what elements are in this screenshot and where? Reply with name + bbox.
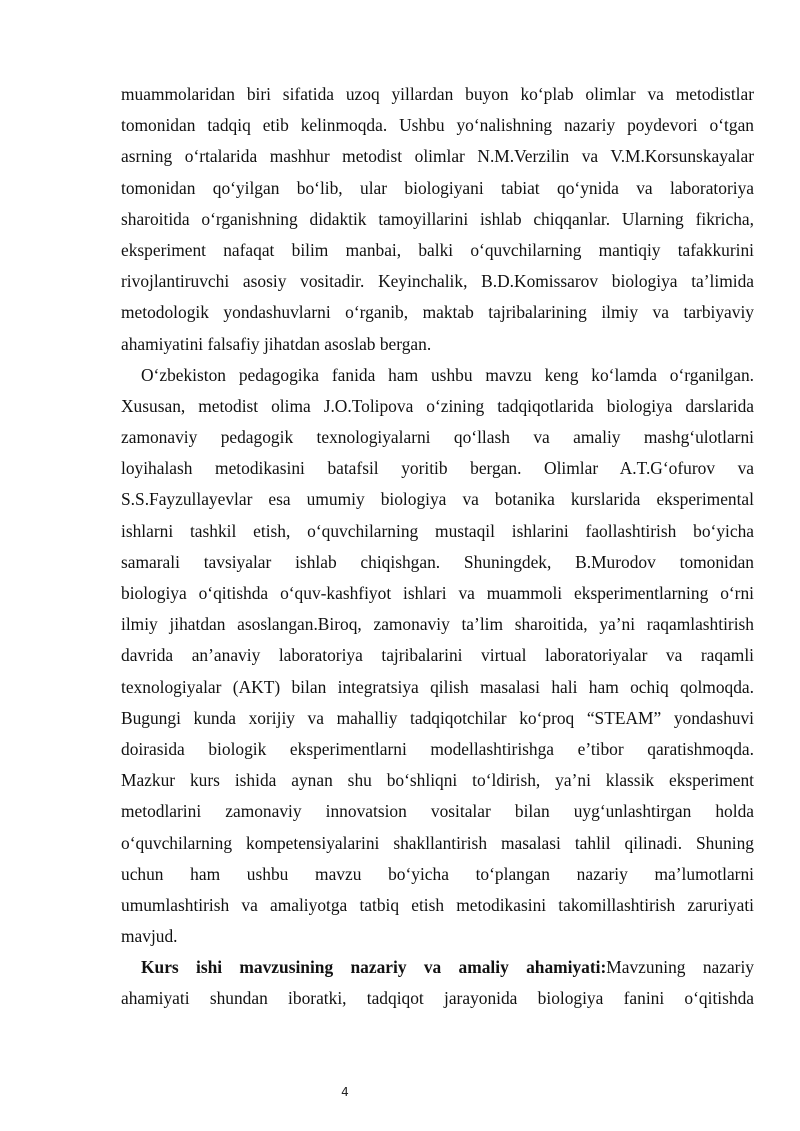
- text-line: loyihalash metodikasini batafsil yoritib bergan. Olimlar A.T.G‘ofurov va: [121, 458, 754, 479]
- text-line: [121, 952, 754, 983]
- text-line: tomonidan tadqiq etib kelinmoqda. Ushbu yo‘nalishning nazariy poydevori o‘tgan: [121, 115, 754, 136]
- page-number: 4: [341, 1085, 349, 1099]
- section-heading: Kurs ishi mavzusining nazariy va amaliy ahamiyati:: [141, 957, 607, 978]
- text-line: umumlashtirish va amaliyotga tatbiq etish metodikasini takomillashtirish zaruriyati: [121, 894, 754, 915]
- text-line: biologiya o‘qitishda o‘quv-kashfiyot ishlari va muammoli eksperimentlarning o‘rni: [121, 583, 754, 603]
- text-line: samarali tavsiyalar ishlab chiqishgan. Shuningdek, B.Murodov tomonidan: [121, 551, 754, 572]
- text-line: Mazkur kurs ishida aynan shu bo‘shliqni to‘ldirish, ya’ni klassik eksperiment: [121, 770, 754, 791]
- text-line: ishlarni tashkil etish, o‘quvchilarning mustaqil ishlarini faollashtirish bo‘yicha: [121, 520, 754, 541]
- text-line: Xususan, metodist olima J.O.Tolipova o‘zining tadqiqotlarida biologiya darslarida: [121, 395, 754, 416]
- text-line: uchun ham ushbu mavzu bo‘yicha to‘plangan nazariy ma’lumotlarni: [121, 863, 754, 884]
- text-line: eksperiment nafaqat bilim manbai, balki o‘quvchilarning mantiqiy tafakkurini: [121, 239, 754, 260]
- text-line: asrning o‘rtalarida mashhur metodist olimlar N.M.Verzilin va V.M.Korsunskayalar: [121, 146, 754, 167]
- text-line: metodologik yondashuvlarni o‘rganib, maktab tajribalarining ilmiy va tarbiyaviy: [121, 302, 754, 323]
- text-run: Mavzuning nazariy: [606, 957, 754, 978]
- text-line: mavjud.: [121, 926, 178, 947]
- text-line: rivojlantiruvchi asosiy vositadir. Keyinchalik, B.D.Komissarov biologiya ta’limida: [121, 271, 754, 292]
- paragraph-significance: [121, 952, 754, 1014]
- text-line: muammolaridan biri sifatida uzoq yillardan buyon ko‘plab olimlar va metodistlar: [121, 84, 754, 104]
- text-line: zamonaviy pedagogik texnologiyalarni qo‘llash va amaliy mashg‘ulotlarni: [121, 427, 754, 448]
- text-line: doirasida biologik eksperimentlarni modellashtirishga e’tibor qaratishmoqda.: [121, 738, 754, 759]
- text-line: ilmiy jihatdan asoslangan.Biroq, zamonaviy ta’lim sharoitida, ya’ni raqamlashtirish: [121, 614, 754, 635]
- text-line: O‘zbekiston pedagogika fanida ham ushbu mavzu keng ko‘lamda o‘rganilgan.: [141, 364, 754, 385]
- text-line: S.S.Fayzullayevlar esa umumiy biologiya va botanika kurslarida eksperimental: [121, 489, 754, 510]
- text-line: o‘quvchilarning kompetensiyalarini shakllantirish masalasi tahlil qilinadi. Shuning: [121, 832, 754, 853]
- paragraph: [121, 360, 754, 953]
- text-line: texnologiyalar (AKT) bilan integratsiya qilish masalasi hali ham ochiq qolmoqda.: [121, 676, 754, 697]
- text-line: tomonidan qo‘yilgan bo‘lib, ular biologiyani tabiat qo‘ynida va laboratoriya: [121, 177, 754, 198]
- text-line: davrida an’anaviy laboratoriya tajribalarini virtual laboratoriyalar va raqamli: [121, 645, 754, 666]
- text-line: sharoitida o‘rganishning didaktik tamoyillarini ishlab chiqqanlar. Ularning fikricha,: [121, 208, 754, 229]
- text-line: ahamiyatini falsafiy jihatdan asoslab bergan.: [121, 333, 432, 354]
- text-line: Bugungi kunda xorijiy va mahalliy tadqiqotchilar ko‘proq “STEAM” yondashuvi: [121, 707, 754, 728]
- document-body: [121, 79, 754, 1015]
- text-line: metodlarini zamonaviy innovatsion vositalar bilan uyg‘unlashtirgan holda: [121, 801, 754, 822]
- paragraph: [121, 79, 754, 360]
- text-line: ahamiyati shundan iboratki, tadqiqot jarayonida biologiya fanini o‘qitishda: [121, 988, 754, 1009]
